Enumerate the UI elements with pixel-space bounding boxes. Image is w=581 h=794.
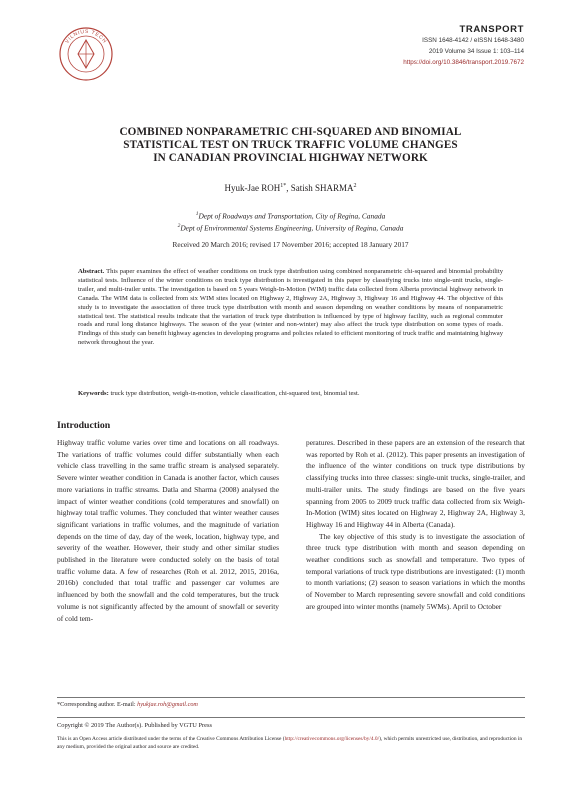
journal-name: TRANSPORT xyxy=(459,24,524,35)
keywords-text: truck type distribution, weigh-in-motion, vehicle classification, chi-squared test, binomial test. xyxy=(110,390,360,397)
journal-issue: 2019 Volume 34 Issue 1: 103–114 xyxy=(428,48,524,55)
keywords-label: Keywords: xyxy=(78,390,109,397)
journal-logo xyxy=(58,26,114,82)
paper-title xyxy=(80,126,501,165)
title-line: STATISTICAL TEST ON TRUCK TRAFFIC VOLUME CHANGES xyxy=(123,139,458,151)
copyright-rule xyxy=(57,717,525,718)
svg-text:VILNIUS TECH: VILNIUS TECH xyxy=(64,28,108,45)
title-line: COMBINED NONPARAMETRIC CHI-SQUARED AND BINOMIAL xyxy=(119,126,462,138)
journal-doi-link[interactable]: https://doi.org/10.3846/transport.2019.7672 xyxy=(403,59,524,66)
body-column-right xyxy=(306,437,525,613)
affiliations xyxy=(0,209,581,234)
affiliation: $^2$Dept of Environmental Systems Engineering, University of Regina, Canada xyxy=(177,223,404,233)
copyright: Copyright © 2019 The Author(s). Published by VGTU Press xyxy=(57,722,212,729)
body-column-left xyxy=(57,437,279,624)
keywords xyxy=(78,389,503,398)
license-notice: This is an Open Access article distributed under the terms of the Creative Commons Attribution License (http://creativecommons.org/licenses/by/4.0/), which permits unrestricted use, distribution, and reproduction in any medium, provided the original author and source are credited. xyxy=(57,736,523,750)
submission-dates: Received 20 March 2016; revised 17 November 2016; accepted 18 January 2017 xyxy=(172,240,409,249)
paragraph: The key objective of this study is to investigate the association of three truck type distribution with month and season depending on weather conditions such as snowfall and temperature. Two types of temporal variations of truck type distributions are investigated: (1) month to month variations; (2) season to season variations in which the months of November to March representing severe snowfall and cold conditions are grouped into winter months (namely 5WMs). April to October xyxy=(306,531,525,611)
license-link[interactable]: http://creativecommons.org/licenses/by/4.0/ xyxy=(284,736,380,742)
paragraph: peratures. Described in these papers are an extension of the research that was reported by Roh et al. (2012). This paper presents an investigation of the influence of the winter conditions on truck type distributions by classifying trucks into three classes: single-unit trucks, single-trailer, and multi-trailer units. The study findings are based on the five years spanning from 2005 to 2009 truck traffic data collected from six Weigh-In-Motion (WIM) sites located on Highway 2, Highway 2A, Highway 3, Highway 16 and Highway 44 in Alberta (Canada). xyxy=(306,438,525,529)
journal-header xyxy=(403,24,524,68)
corresponding-author-footnote: *Corresponding author. E-mail: hyukjae.roh@gmail.com xyxy=(57,701,198,708)
journal-issn: ISSN 1648-4142 / eISSN 1648-3480 xyxy=(422,37,524,44)
abstract xyxy=(78,268,503,348)
section-heading: Introduction xyxy=(57,420,111,431)
author-name: Satish SHARMA xyxy=(290,183,354,193)
author-list: Hyuk-Jae $ROH^{1*}$, Satish SHARMA$^2$ xyxy=(224,183,357,193)
affiliation: $^1$Dept of Roadways and Transportation, City of Regina, Canada xyxy=(195,211,386,221)
footnote-rule xyxy=(57,697,525,698)
paragraph: Highway traffic volume varies over time and locations on all roadways. The variations of traffic volumes could differ substantially when each vehicle class travelling in the same traffic stream is analysed separately. Severe winter weather condition in Canada is another factor, which causes more variations in traffic streams. Datla and Sharma (2008) analysed the impact of winter weather conditions (cold temperatures and snowfall) on highway total traffic volumes. They concluded that winter weather causes significant variations in traffic volumes, and the magnitude of variation depends on the time of day, day of the week, location, highway type, and severity of the weather. However, their study and other similar studies published in the literature were conducted solely on the basis of total traffic volume data. A few of researches (Roh et al. 2012, 2015, 2016a, 2016b) concluded that total traffic and passenger car volumes are influenced by both the snowfall and the cold temperatures, but the truck volume is not significantly affected by the amount of snowfall or severity of cold tem- xyxy=(57,438,279,623)
abstract-text: This paper examines the effect of weather conditions on truck type distribution using combined nonparametric chi-squared and binomial probability statistical tests. Influence of the winter conditions on truck type distribution is investigated in this paper by classifying trucks into single-unit trucks, single-trailer, and multi-trailer units. The investigation is based on 5 years Weigh-In-Motion (WIM) traffic data collected from Alberta provincial highway network in Canada. The WIM data is collected from six WIM sites located on Highway 2, Highway 2A, Highway 3, Highway 16 and Highway 44. The objective of this study is to investigate the association of three truck type distribution with month and season depending on weather conditions by means of nonparametric statistical test. The statistical results indicate that the variation of truck type distribution is influenced by type of highway facility, such as regional commuter roads and rural long distance highways. The season of the year (winter and non-winter) may also affect the truck type distribution on some types of roads. Findings of this study can benefit highway agencies in developing programs and policies related to efficient monitoring of truck traffic and maintaining highway network throughout the year. xyxy=(78,268,504,347)
abstract-label: Abstract. xyxy=(78,268,105,275)
author-email-link[interactable]: hyukjae.roh@gmail.com xyxy=(137,701,198,708)
author-name: Hyuk-Jae ROH xyxy=(224,183,281,193)
title-line: IN CANADIAN PROVINCIAL HIGHWAY NETWORK xyxy=(153,152,428,164)
